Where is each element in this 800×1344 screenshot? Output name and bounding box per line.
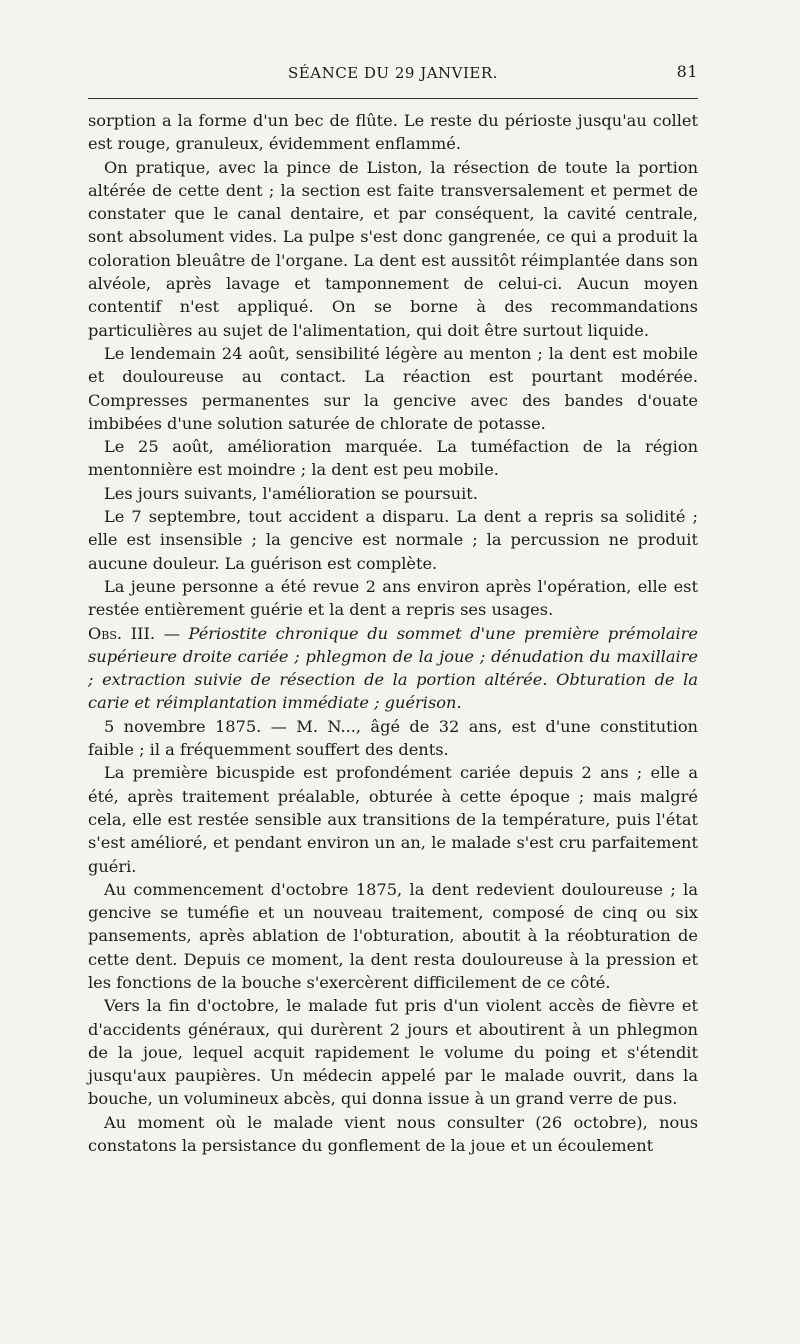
paragraph: Le 25 août, amélioration marquée. La tuméfaction de la région mentonnière est moindre ; la dent est peu mobile. <box>88 437 698 480</box>
paragraph: Le lendemain 24 août, sensibilité légère au menton ; la dent est mobile et douloureuse au contact. La réaction est pourtant modérée. Compresses permanentes sur la gencive avec des bandes d'ouate imbibées d'une solution saturée de chlorate de potasse. <box>88 343 698 433</box>
observation-label: Obs. III. <box>88 623 156 643</box>
paragraph: sorption a la forme d'un bec de flûte. Le reste du périoste jusqu'au collet est rouge, granuleux, évidemment enflammé. <box>88 111 698 154</box>
paragraph: Le 7 septembre, tout accident a disparu. La dent a repris sa solidité ; elle est insensible ; la gencive est normale ; la percussion ne produit aucune douleur. La guérison est complète. <box>88 507 698 573</box>
paragraph: 5 novembre 1875. — M. N..., âgé de 32 ans, est d'une constitution faible ; il a fréquemment souffert des dents. <box>88 716 698 760</box>
paragraph: La première bicuspide est profondément cariée depuis 2 ans ; elle a été, après traitement préalable, obturée à cette époque ; mais malgré cela, elle est restée sensible aux transitions de la température, puis l'état s'est amélioré, et pendant environ un an, le malade s'est cru parfaitement guéri. <box>88 763 698 876</box>
observation-title: Périostite chronique du sommet d'une première prémolaire supérieure droite cariée ; phlegmon de la joue ; dénudation du maxillaire ; extraction suivie de résection de la portion altérée. Obturation de la carie et réimplantation immédiate ; guérison. <box>88 623 698 713</box>
header-rule <box>88 98 698 99</box>
page-number: 81 <box>676 62 698 81</box>
running-title: SÉANCE DU 29 JANVIER. <box>288 64 498 82</box>
observation-dash: — <box>155 623 189 643</box>
observation-heading <box>88 622 698 715</box>
paragraph: On pratique, avec la pince de Liston, la résection de toute la portion altérée de cette dent ; la section est faite transversalement et permet de constater que le canal dentaire, et par conséquent, la cavité centrale, sont absolument vides. La pulpe s'est donc gangrenée, ce qui a produit la coloration bleuâtre de l'organe. La dent est aussitôt réimplantée dans son alvéole, après lavage et tamponnement de celui-ci. Aucun moyen contentif n'est appliqué. On se borne à des recommandations particulières au sujet de l'alimentation, qui doit être surtout liquide. <box>88 157 698 340</box>
body-text <box>88 109 698 1157</box>
paragraph: Vers la fin d'octobre, le malade fut pris d'un violent accès de fièvre et d'accidents généraux, qui durèrent 2 jours et aboutirent à un phlegmon de la joue, lequel acquit rapidement le volume du poing et s'étendit jusqu'aux paupières. Un médecin appelé par le malade ouvrit, dans la bouche, un volumineux abcès, qui donna issue à un grand verre de pus. <box>88 996 698 1109</box>
paragraph: La jeune personne a été revue 2 ans environ après l'opération, elle est restée entièrement guérie et la dent a repris ses usages. <box>88 576 698 620</box>
paragraph: Au moment où le malade vient nous consulter (26 octobre), nous constatons la persistance du gonflement de la joue et un écoulement <box>88 1112 698 1156</box>
paragraph: Les jours suivants, l'amélioration se poursuit. <box>104 483 478 503</box>
page <box>88 58 698 1157</box>
paragraph: Au commencement d'octobre 1875, la dent redevient douloureuse ; la gencive se tuméfie et un nouveau traitement, composé de cinq ou six pansements, après ablation de l'obturation, aboutit à la réobturation de cette dent. Depuis ce moment, la dent resta douloureuse à la pression et les fonctions de la bouche s'exercèrent difficilement de ce côté. <box>88 879 698 992</box>
running-header <box>88 58 698 88</box>
